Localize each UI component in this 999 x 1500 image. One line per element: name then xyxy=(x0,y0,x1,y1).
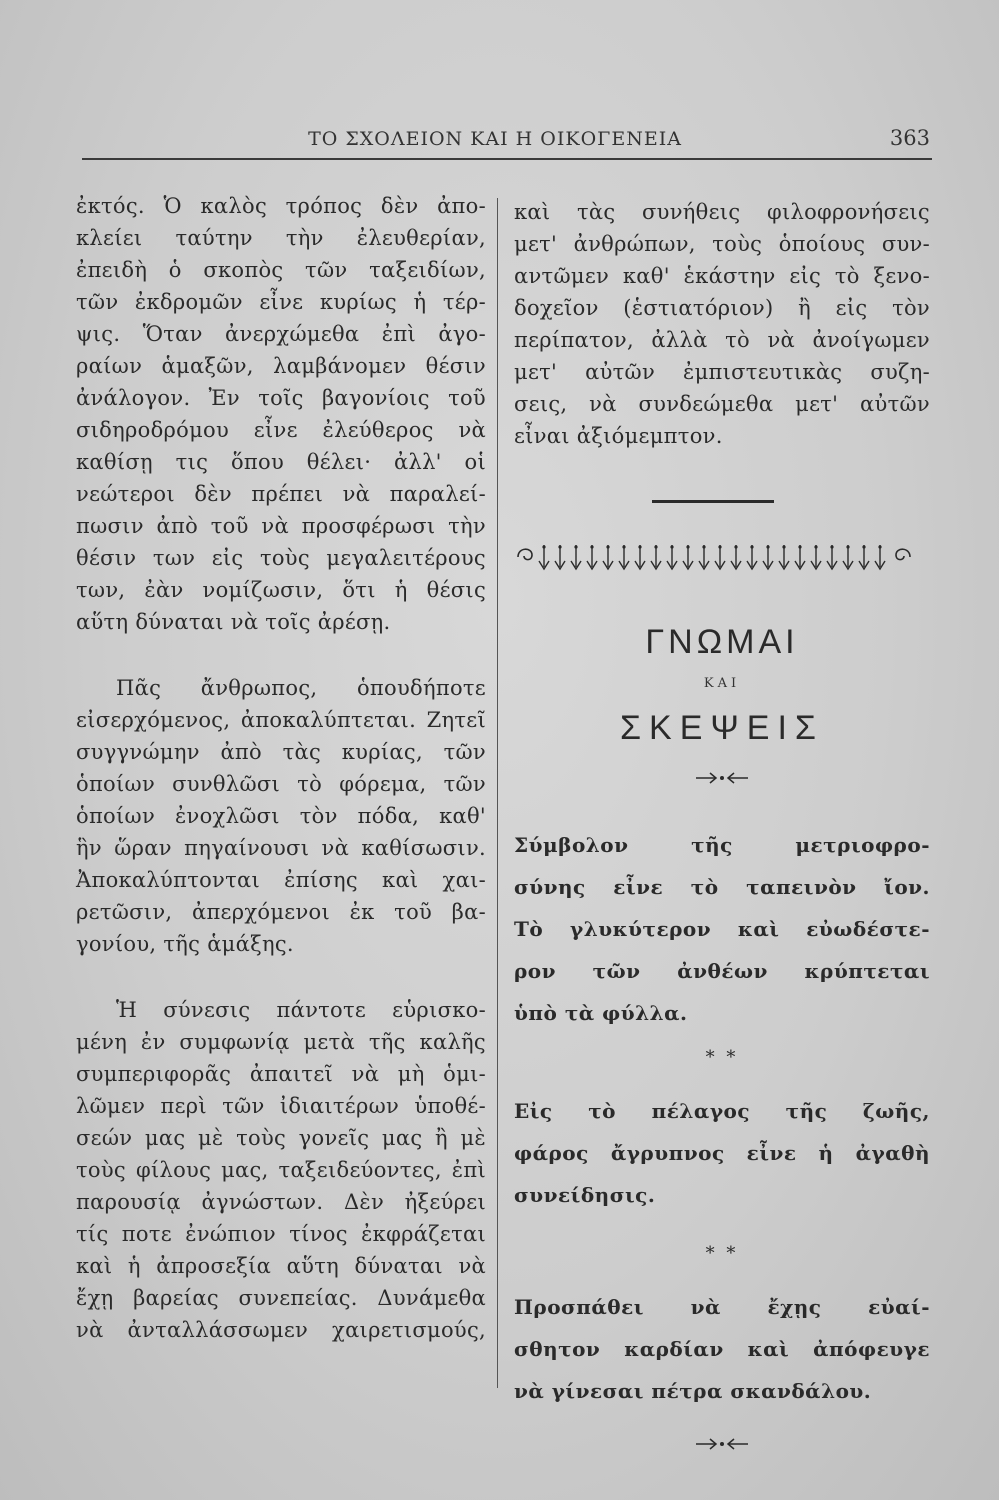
section-end-rule xyxy=(652,500,774,503)
header-rule xyxy=(82,158,932,160)
text-line: μετ' ἀνθρώπων, τοὺς ὁποίους συν- xyxy=(514,232,930,256)
left-paragraph-2 xyxy=(76,672,486,960)
text-line: καὶ τὰς συνήθεις φιλοφρονήσεις xyxy=(514,200,930,224)
asterism-separator: * * xyxy=(705,1047,739,1068)
text-line: νεώτεροι δὲν πρέπει νὰ παραλεί- xyxy=(76,482,486,506)
arrow-divider xyxy=(514,770,930,790)
text-line: εἰσερχόμενος, ἀποκαλύπτεται. Ζητεῖ xyxy=(76,708,486,732)
text-line: περίπατον, ἀλλὰ τὸ νὰ ἀνοίγωμεν xyxy=(514,328,930,352)
text-line: ρον τῶν ἀνθέων κρύπτεται xyxy=(514,959,930,983)
arrow-divider-end xyxy=(514,1436,930,1456)
maxim-2 xyxy=(514,1090,930,1216)
left-paragraph-3 xyxy=(76,994,486,1346)
text-line: εἶναι ἀξιόμεμπτον. xyxy=(514,424,723,448)
text-line: δοχεῖον (ἑστιατόριον) ἢ εἰς τὸν xyxy=(514,296,930,320)
maxim-3 xyxy=(514,1286,930,1412)
text-line: νὰ γίνεσαι πέτρα σκανδάλου. xyxy=(514,1379,872,1403)
maxim-1 xyxy=(514,824,930,1034)
text-line: πωσιν ἀπὸ τοῦ νὰ προσφέρωσι τὴν xyxy=(76,514,486,538)
text-line: αντῶμεν καθ' ἑκάστην εἰς τὸ ξενο- xyxy=(514,264,930,288)
section-title-connector: ΚΑΙ xyxy=(703,676,741,691)
text-line: Ἀποκαλύπτονται ἐπίσης καὶ χαι- xyxy=(76,868,486,892)
text-line: σιδηροδρόμου εἶνε ἐλεύθερος νὰ xyxy=(76,418,486,442)
text-line: μετ' αὐτῶν ἐμπιστευτικὰς συζη- xyxy=(514,360,930,384)
text-line: ραίων ἁμαξῶν, λαμβάνομεν θέσιν xyxy=(76,354,486,378)
text-line: λῶμεν περὶ τῶν ἰδιαιτέρων ὑποθέ- xyxy=(76,1094,486,1118)
paragraph-gap xyxy=(76,960,486,994)
text-line: ψις. Ὅταν ἀνερχώμεθα ἐπὶ ἀγο- xyxy=(76,322,486,346)
text-line: ρετῶσιν, ἀπερχόμενοι ἐκ τοῦ βα- xyxy=(76,900,486,924)
left-column xyxy=(76,190,486,1346)
text-line: τῶν ἐκδρομῶν εἶνε κυρίως ἡ τέρ- xyxy=(76,290,486,314)
text-line: αὕτη δύναται νὰ τοῖς ἀρέσῃ. xyxy=(76,610,391,634)
text-line: κλείει ταύτην τὴν ἐλευθερίαν, xyxy=(76,226,486,250)
text-line: Πᾶς ἄνθρωπος, ὁπουδήποτε xyxy=(116,676,486,700)
text-line: παρουσίᾳ ἀγνώστων. Δὲν ἠξεύρει xyxy=(76,1190,486,1214)
text-line: ἀνάλογον. Ἐν τοῖς βαγονίοις τοῦ xyxy=(76,386,486,410)
running-header-title: ΤΟ ΣΧΟΛΕΙΟΝ ΚΑΙ Η ΟΙΚΟΓΕΝΕΙΑ xyxy=(308,128,682,150)
text-line: Σύμβολον τῆς μετριοφρο- xyxy=(514,833,930,857)
section-title-2: ΣΚΕΨΕΙΣ xyxy=(620,709,824,747)
text-line: συνείδησις. xyxy=(514,1183,656,1207)
section-title: ΓΝΩΜΑΙ xyxy=(645,623,799,661)
text-line: σεών μας μὲ τοὺς γονεῖς μας ἢ μὲ xyxy=(76,1126,486,1150)
text-line: συμπεριφορᾶς ἀπαιτεῖ νὰ μὴ ὁμι- xyxy=(76,1062,486,1086)
text-line: νὰ ἀνταλλάσσωμεν χαιρετισμούς, xyxy=(76,1318,486,1342)
decorative-border-ornament xyxy=(514,539,930,575)
text-line: ἣν ὥραν πηγαίνουσι νὰ καθίσωσιν. xyxy=(76,836,486,860)
text-line: ὁποίων συνθλῶσι τὸ φόρεμα, τῶν xyxy=(76,772,486,796)
text-line: των, ἐὰν νομίζωσιν, ὅτι ἡ θέσις xyxy=(76,578,486,602)
text-line: γονίου, τῆς ἁμάξης. xyxy=(76,932,294,956)
text-line: μένη ἐν συμφωνίᾳ μετὰ τῆς καλῆς xyxy=(76,1030,486,1054)
asterism-separator: * * xyxy=(705,1243,739,1264)
arrow-ornament-icon xyxy=(692,770,752,786)
text-line: τίς ποτε ἐνώπιον τίνος ἐκφράζεται xyxy=(76,1222,486,1246)
text-line: φάρος ἄγρυπνος εἶνε ἡ ἀγαθὴ xyxy=(514,1141,930,1165)
text-line: ὑπὸ τὰ φύλλα. xyxy=(514,1001,688,1025)
column-divider xyxy=(497,198,498,1388)
text-line: ἔχῃ βαρείας συνεπείας. Δυνάμεθα xyxy=(76,1286,486,1310)
text-line: σεις, νὰ συνδεώμεθα μετ' αὐτῶν xyxy=(514,392,930,416)
paragraph-gap xyxy=(76,638,486,672)
right-column xyxy=(514,196,930,1456)
text-line: καθίσῃ τις ὅπου θέλει· ἀλλ' οἱ xyxy=(76,450,486,474)
text-line: Προσπάθει νὰ ἔχῃς εὐαί- xyxy=(514,1295,930,1319)
ornament-icon xyxy=(514,539,914,575)
text-line: ἐκτός. Ὁ καλὸς τρόπος δὲν ἀπο- xyxy=(76,194,486,218)
text-line: καὶ ἡ ἀπροσεξία αὕτη δύναται νὰ xyxy=(76,1254,486,1278)
arrow-ornament-icon xyxy=(692,1436,752,1452)
text-line: σθητον καρδίαν καὶ ἀπόφευγε xyxy=(514,1337,930,1361)
text-line: Ἡ σύνεσις πάντοτε εὑρισκο- xyxy=(116,998,486,1022)
text-line: ὁποίων ἐνοχλῶσι τὸν πόδα, καθ' xyxy=(76,804,486,828)
left-paragraph-1 xyxy=(76,190,486,638)
text-line: Εἰς τὸ πέλαγος τῆς ζωῆς, xyxy=(514,1099,930,1123)
text-line: θέσιν των εἰς τοὺς μεγαλειτέρους xyxy=(76,546,486,570)
text-line: συγγνώμην ἀπὸ τὰς κυρίας, τῶν xyxy=(76,740,486,764)
text-line: σύνης εἶνε τὸ ταπεινὸν ἴον. xyxy=(514,875,930,899)
text-line: τοὺς φίλους μας, ταξειδεύοντες, ἐπὶ xyxy=(76,1158,486,1182)
right-paragraph-1 xyxy=(514,196,930,452)
text-line: ἐπειδὴ ὁ σκοπὸς τῶν ταξειδίων, xyxy=(76,258,486,282)
text-line: Τὸ γλυκύτερον καὶ εὐωδέστε- xyxy=(514,917,930,941)
page-number: 363 xyxy=(889,126,930,150)
